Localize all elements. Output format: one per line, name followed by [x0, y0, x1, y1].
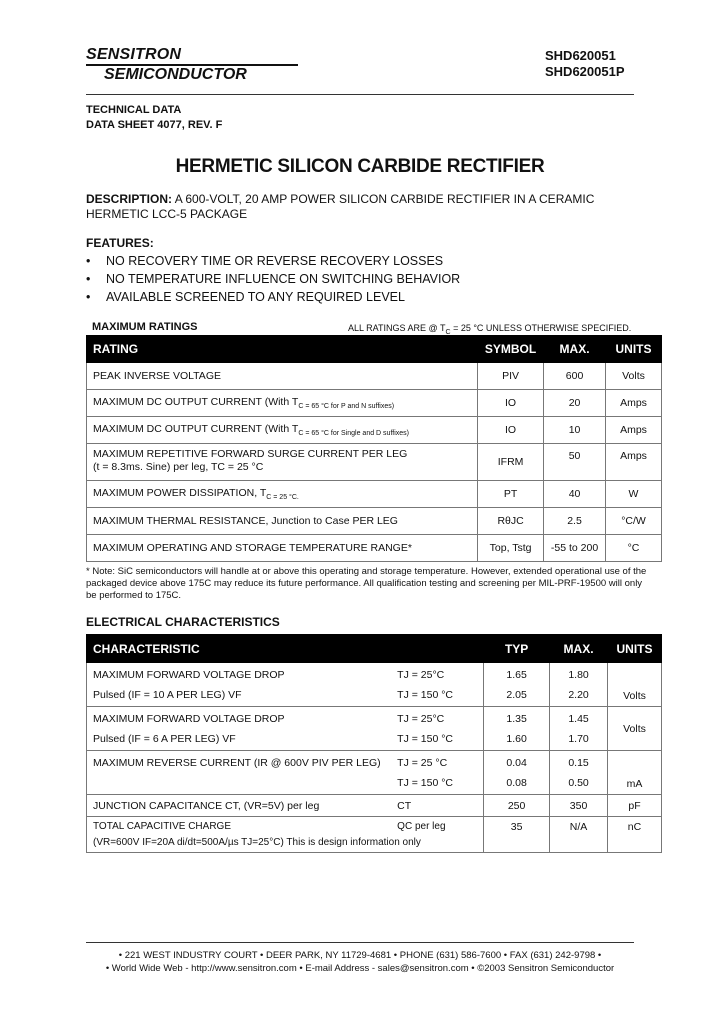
table-row: MAXIMUM DC OUTPUT CURRENT (With $T_{C = 65 ^\circ C for Single and D suffixes)}$ IO 10 Amps — [87, 417, 662, 444]
page-title: HERMETIC SILICON CARBIDE RECTIFIER — [175, 156, 545, 177]
col-max: MAX. — [550, 635, 608, 663]
max-ratings-heading: MAXIMUM RATINGS — [92, 321, 198, 333]
feature-item — [86, 272, 460, 286]
description-text: A 600-VOLT, 20 AMP POWER SILICON CARBIDE RECTIFIER IN A CERAMIC HERMETIC LCC-5 PACKAGE — [86, 192, 595, 221]
col-units: UNITS — [606, 336, 662, 363]
datasheet-label: DATA SHEET 4077, REV. F — [86, 119, 223, 131]
feature-text: NO TEMPERATURE INFLUENCE ON SWITCHING BEHAVIOR — [106, 272, 461, 286]
table-row: MAXIMUM REVERSE CURRENT (IR @ 600V PIV PER LEG) TJ = 25 °C TJ = 150 °C 0.04 0.08 0.15 0.50 mA — [87, 751, 662, 795]
company-name-line2: SEMICONDUCTOR — [104, 66, 247, 83]
header-divider — [86, 94, 634, 95]
col-units: UNITS — [608, 635, 662, 663]
col-characteristic: CHARACTERISTIC — [87, 635, 484, 663]
bullet-icon: • — [86, 254, 91, 268]
bullet-icon: • — [86, 290, 91, 304]
feature-item — [86, 290, 405, 304]
table-header-row — [87, 635, 662, 663]
table-row: MAXIMUM OPERATING AND STORAGE TEMPERATURE RANGE* Top, Tstg -55 to 200 °C — [87, 535, 662, 562]
table-row: JUNCTION CAPACITANCE CT, (VR=5V) per leg CT 250 350 pF — [87, 795, 662, 817]
features-heading: FEATURES: — [86, 236, 154, 250]
feature-text: NO RECOVERY TIME OR REVERSE RECOVERY LOSSES — [106, 254, 444, 268]
table-row: MAXIMUM DC OUTPUT CURRENT (With $T_{C = 65 ^\circ C for P and N suffixes)}$ IO 20 Amps — [87, 390, 662, 417]
footer-address: • 221 WEST INDUSTRY COURT • DEER PARK, NY 11729-4681 • PHONE (631) 586-7600 • FAX (631) 242-9798 • — [118, 950, 602, 961]
feature-text: AVAILABLE SCREENED TO ANY REQUIRED LEVEL — [106, 290, 405, 304]
footer-contact: • World Wide Web - http://www.sensitron.com • E-mail Address - sales@sensitron.com • ©2003 Sensitron Semiconductor — [105, 963, 615, 974]
table-row: TOTAL CAPACITIVE CHARGE QC per leg (VR=600V IF=20A di/dt=500A/µs TJ=25°C) This is design information only 35 N/A nC — [87, 817, 662, 853]
table-row: MAXIMUM POWER DISSIPATION, $T_{C = 25 ^\circ C.}$ PT 40 W — [87, 481, 662, 508]
temperature-footnote: * Note: SiC semiconductors will handle at or above this operating and storage temperature. However, extended operational use of the packaged device above 175C may reduce its future performance. All qualification testing and screening per MIL-PRF-19500 will only be performed to 175C. — [86, 566, 647, 601]
description — [86, 192, 606, 222]
col-symbol: SYMBOL — [478, 336, 544, 363]
bullet-icon: • — [86, 272, 91, 286]
col-rating: RATING — [87, 336, 478, 363]
table-row: MAXIMUM FORWARD VOLTAGE DROP TJ = 25°C Pulsed (IF = 6 A PER LEG) VF TJ = 150 °C 1.35 1.60 1.45 1.70 Volts — [87, 707, 662, 751]
table-header-row — [87, 336, 662, 363]
electrical-table — [86, 634, 662, 853]
table-row: MAXIMUM FORWARD VOLTAGE DROP TJ = 25°C Pulsed (IF = 10 A PER LEG) VF TJ = 150 °C 1.65 2.05 1.80 2.20 Volts — [87, 663, 662, 707]
max-ratings-table — [86, 335, 662, 562]
feature-item — [86, 254, 443, 268]
part-number-2: SHD620051P — [545, 64, 625, 79]
col-max: MAX. — [544, 336, 606, 363]
table-row: PEAK INVERSE VOLTAGE PIV 600 Volts — [87, 363, 662, 390]
footer-divider — [86, 942, 634, 943]
technical-data-label: TECHNICAL DATA — [86, 104, 182, 116]
ratings-condition-note: ALL RATINGS ARE @ $T_C = 25$ °C UNLESS OTHERWISE SPECIFIED. — [348, 323, 632, 336]
electrical-heading: ELECTRICAL CHARACTERISTICS — [86, 615, 280, 629]
table-row: MAXIMUM REPETITIVE FORWARD SURGE CURRENT PER LEG (t = 8.3ms. Sine) per leg, TC = 25 °C IFRM 50 Amps — [87, 444, 662, 481]
company-name-line1: SENSITRON — [86, 46, 182, 63]
table-row: MAXIMUM THERMAL RESISTANCE, Junction to Case PER LEG RθJC 2.5 °C/W — [87, 508, 662, 535]
col-typ: TYP — [484, 635, 550, 663]
part-number-1: SHD620051 — [545, 48, 616, 63]
description-label: DESCRIPTION: — [86, 192, 173, 206]
